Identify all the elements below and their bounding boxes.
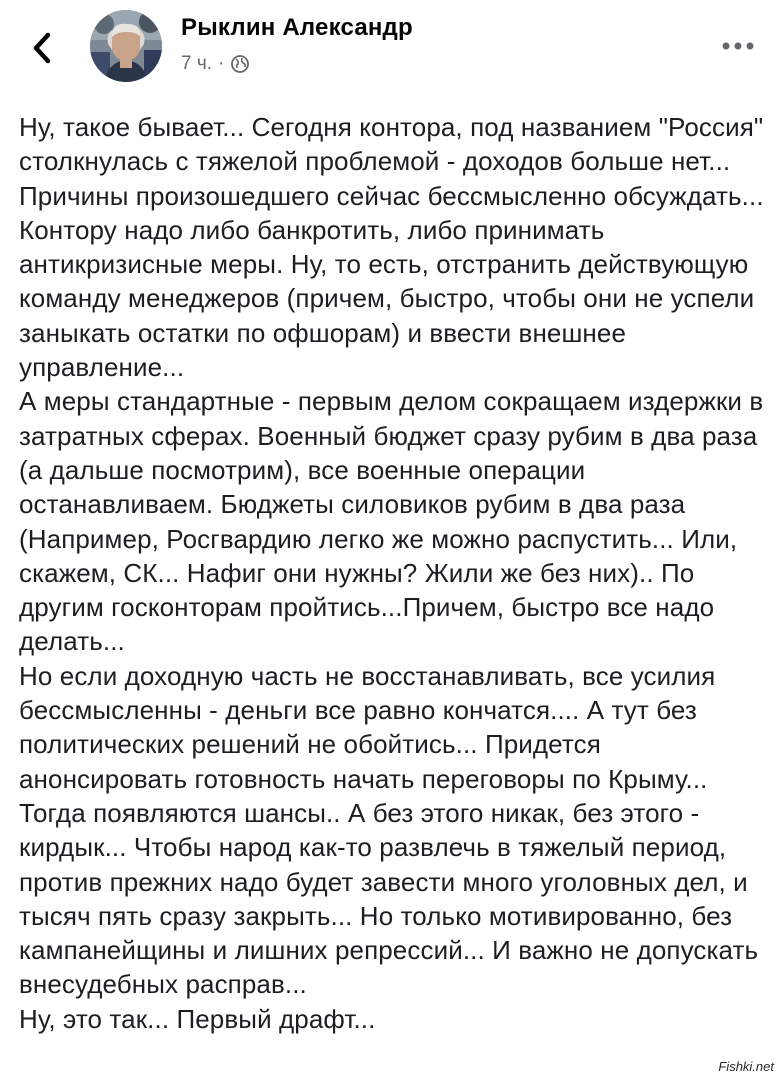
post-paragraph: Ну, это так... Первый драфт... <box>19 1003 376 1034</box>
post-paragraph: Но если доходную часть не восстанавливать, все усилия бессмысленны - деньги все равно кончатся.... А тут без политических решений не обойтись... Придется анонсировать готовность начать переговоры по Крыму... Тогда появляются шансы.. А без этого никак, без этого - кирдык... Чтобы народ как-то развлечь в тяжелый период, против прежних надо будет завести много уголовных дел, и тысяч пять сразу закрыть... Но только мотивированно, без кампанейщины и лишних репрессий... И важно не допускать внесудебных расправ... <box>19 660 759 1000</box>
watermark: Fishki.net <box>718 1059 774 1074</box>
post-paragraph: Ну, такое бывает... Сегодня контора, под названием "Россия" столкнулась с тяжелой проблемой - доходов больше нет... Причины произошедшего сейчас бессмысленно обсуждать... Контору надо либо банкротить, либо принимать антикризисные меры. Ну, то есть, отстранить действующую команду менеджеров (причем, быстро, чтобы они не успели заныкать остатки по офшорам) и ввести внешнее управление... <box>19 112 764 383</box>
author-name[interactable]: Рыклин Александр <box>181 14 413 41</box>
more-options-button[interactable] <box>718 36 758 56</box>
meta-separator: · <box>218 53 225 74</box>
post-time[interactable]: 7 ч. <box>181 53 213 74</box>
globe-icon <box>230 54 250 74</box>
avatar-photo <box>90 10 162 82</box>
post-meta <box>181 53 250 75</box>
chevron-left-icon <box>28 26 58 70</box>
avatar[interactable] <box>90 10 162 82</box>
more-dots-icon <box>718 36 758 56</box>
post-header <box>0 0 782 100</box>
post-paragraph: А меры стандартные - первым делом сокращаем издержки в затратных сферах. Военный бюджет сразу рубим в два раза (а дальше посмотрим), все военные операции останавливаем. Бюджеты силовиков рубим в два раза (Например, Росгвардию легко же можно распустить... Или, скажем, СК... Нафиг они нужны? Жили же без них).. По другим госконторам пройтись...Причем, быстро все надо делать... <box>19 386 764 657</box>
back-button[interactable] <box>28 26 58 70</box>
post-body <box>19 110 769 1036</box>
